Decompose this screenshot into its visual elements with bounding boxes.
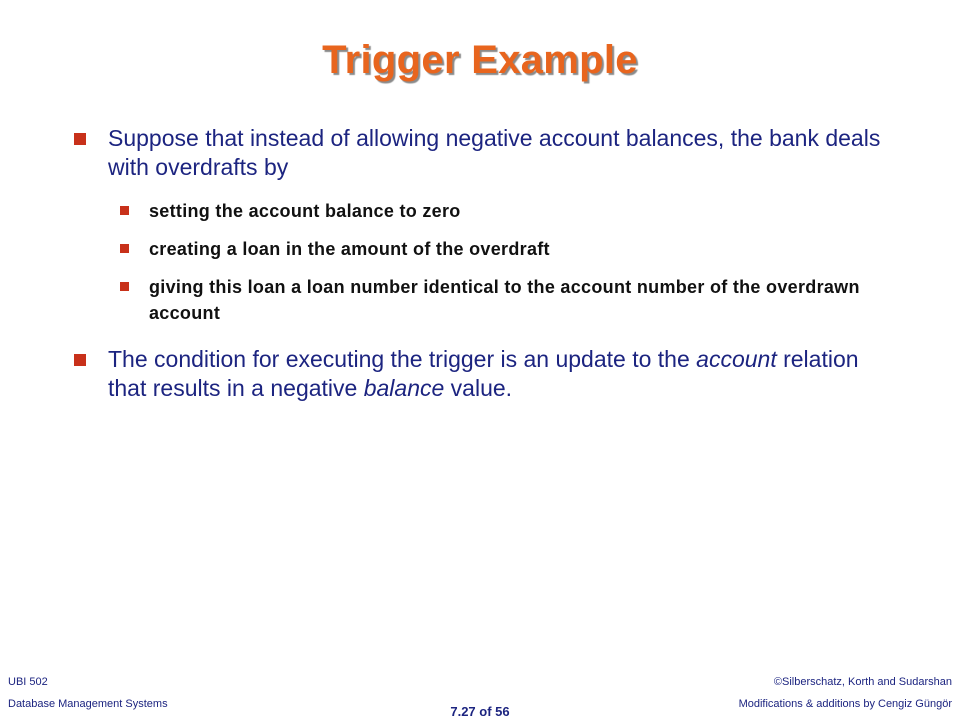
bullet-text-part: relation that results in a negative [108, 346, 859, 401]
sub-bullet-text: creating a loan in the amount of the overdraft [149, 239, 550, 259]
slide-title: Trigger Example [322, 38, 638, 82]
sub-bullet-item-loan-number [118, 274, 878, 326]
square-bullet-icon [120, 206, 129, 215]
bullet-text [108, 345, 894, 403]
relation-name-account: account [696, 346, 777, 372]
sub-bullet-text: setting the account balance to zero [149, 201, 461, 221]
footer-course-name: Database Management Systems [8, 698, 168, 710]
footer-page-indicator: 7.27 of 56 [450, 704, 510, 719]
sub-bullet-text: giving this loan a loan number identical to the account number of the overdrawn account [149, 277, 860, 323]
bullet-item-trigger-condition [74, 345, 894, 403]
bullet-item-overdraft [74, 124, 894, 182]
bullet-text-part: value. [444, 375, 513, 401]
square-bullet-icon [74, 133, 86, 145]
sub-bullet-item-zero-balance [118, 198, 878, 224]
bullet-text-part: The condition for executing the trigger is an update to the [108, 346, 697, 372]
square-bullet-icon [74, 354, 86, 366]
square-bullet-icon [120, 282, 129, 291]
footer-course-code: UBI 502 [8, 676, 48, 688]
square-bullet-icon [120, 244, 129, 253]
sub-bullet-item-create-loan [118, 236, 878, 262]
footer-copyright: ©Silberschatz, Korth and Sudarshan [773, 676, 952, 688]
attribute-name-balance: balance [363, 375, 445, 401]
bullet-text: Suppose that instead of allowing negative account balances, the bank deals with overdrafts by [108, 125, 881, 180]
footer-modifications: Modifications & additions by Cengiz Güngör [738, 698, 952, 710]
